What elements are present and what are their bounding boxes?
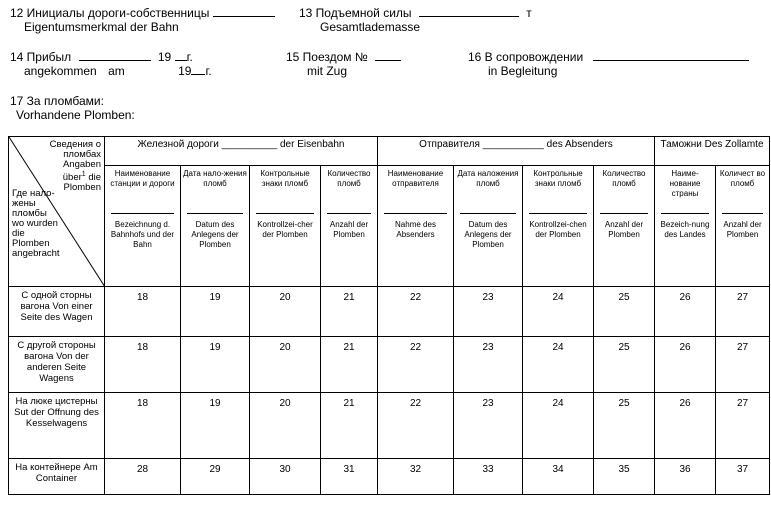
cell-number[interactable]: 33: [454, 459, 523, 495]
cell-number[interactable]: 36: [655, 459, 716, 495]
cell-number[interactable]: 35: [594, 459, 655, 495]
corner-top-text: [45, 140, 101, 193]
field-14-de-year: 19: [178, 64, 192, 78]
field-17-label: 17 За пломбами:: [10, 94, 104, 108]
col-header-de: Anzahl der Plomben: [723, 220, 762, 239]
cell-number[interactable]: 24: [523, 337, 594, 393]
col-header-9: [655, 166, 716, 287]
col-header-ru: Количество пломб: [327, 169, 371, 188]
field-14-year: 19: [157, 50, 172, 64]
cell-number[interactable]: 25: [594, 393, 655, 459]
cell-number[interactable]: 18: [105, 287, 181, 337]
row-label: На люке цистерны Sut der Offnung des Kesselwagens: [9, 393, 105, 459]
col-header-ru: Наиме-нование страны: [669, 169, 701, 198]
col-header-de: Bezeichnung d. Bahnhofs und der Bahn: [110, 220, 175, 249]
col-header-de: Kontrollzei-chen der Plomben: [529, 220, 587, 239]
field-14-de-am: am: [108, 64, 125, 78]
row-label: На контейнере Am Container: [9, 459, 105, 495]
field-15-de: mit Zug: [307, 64, 348, 78]
cell-number[interactable]: 23: [454, 287, 523, 337]
field-14-blank[interactable]: [79, 50, 151, 61]
cell-number[interactable]: 20: [250, 287, 321, 337]
field-12-de: Eigentumsmerkmal der Bahn: [24, 20, 179, 34]
field-14-de: angekommen: [24, 64, 97, 78]
field-15: [286, 50, 401, 64]
corner-bottom-text: Где нало-жены пломбы wo wurden die Plomben angebracht: [12, 188, 60, 259]
col-header-ru: Контрольные знаки пломб: [533, 169, 583, 188]
field-16-label: 16 В сопровождении: [468, 50, 584, 64]
group-customs: Таможни Des Zollamte: [655, 137, 770, 166]
cell-number[interactable]: 22: [378, 337, 454, 393]
col-header-5: [378, 166, 454, 287]
field-17-de: Vorhandene Plomben:: [16, 108, 135, 122]
col-header-10: [716, 166, 770, 287]
field-14-year-blank[interactable]: [175, 50, 187, 61]
col-header-4: [321, 166, 378, 287]
field-16-de: in Begleitung: [488, 64, 558, 78]
col-header-ru: Количество пломб: [602, 169, 646, 188]
row-label: С одной сторны вагона Von einer Seite des Wagen: [9, 287, 105, 337]
col-header-de: Kontrollzei-cher der Plomben: [257, 220, 313, 239]
group-railway: Железной дороги __________ der Eisenbahn: [105, 137, 378, 166]
field-12: [10, 6, 275, 20]
col-header-de: Nahme des Absenders: [395, 220, 436, 239]
seals-table: [8, 136, 770, 495]
col-header-ru: Дата нало-жения пломб: [183, 169, 247, 188]
field-13: [299, 6, 532, 20]
field-13-label: 13 Подъемной силы: [299, 6, 412, 20]
cell-number[interactable]: 29: [181, 459, 250, 495]
field-13-unit: т: [526, 6, 532, 20]
col-header-1: [105, 166, 181, 287]
cell-number[interactable]: 18: [105, 337, 181, 393]
cell-number[interactable]: 25: [594, 287, 655, 337]
col-header-de: Bezeich-nung des Landes: [660, 220, 710, 239]
col-header-ru: Дата наложения пломб: [457, 169, 519, 188]
field-15-blank[interactable]: [375, 50, 401, 61]
table-row: [9, 393, 770, 459]
cell-number[interactable]: 37: [716, 459, 770, 495]
cell-number[interactable]: 31: [321, 459, 378, 495]
cell-number[interactable]: 26: [655, 393, 716, 459]
cell-number[interactable]: 21: [321, 393, 378, 459]
cell-number[interactable]: 30: [250, 459, 321, 495]
field-14-year-suffix: г.: [186, 50, 193, 64]
field-12-label: 12 Инициалы дороги-собственницы: [10, 6, 210, 20]
col-header-de: Datum des Anlegens der Plomben: [191, 220, 239, 249]
col-header-de: Datum des Anlegens der Plomben: [464, 220, 512, 249]
corner-top-de-sup: 1: [81, 171, 86, 178]
col-header-ru: Наименование отправителя: [387, 169, 444, 188]
cell-number[interactable]: 32: [378, 459, 454, 495]
col-header-de: Anzahl der Plomben: [604, 220, 644, 239]
field-13-blank[interactable]: [419, 6, 519, 17]
field-13-de: Gesamtlademasse: [320, 20, 421, 34]
table-row: [9, 337, 770, 393]
table-row: [9, 459, 770, 495]
field-14-de-year-suffix: г.: [205, 64, 212, 78]
col-header-7: [523, 166, 594, 287]
cell-number[interactable]: 23: [454, 337, 523, 393]
col-header-ru: Количест во пломб: [719, 169, 766, 188]
field-14-de-year-blank[interactable]: [191, 64, 205, 75]
col-header-ru: Контрольные знаки пломб: [260, 169, 310, 188]
cell-number[interactable]: 27: [716, 337, 770, 393]
cell-number[interactable]: 22: [378, 287, 454, 337]
col-header-ru: Наименование станции и дороги: [110, 169, 175, 188]
group-sender: Отправителя ___________ des Absenders: [378, 137, 655, 166]
cell-number[interactable]: 34: [523, 459, 594, 495]
cell-number[interactable]: 20: [250, 337, 321, 393]
cell-number[interactable]: 26: [655, 337, 716, 393]
corner-top-de-3: die: [88, 172, 101, 184]
table-row: [9, 287, 770, 337]
col-header-de: Anzahl der Plomben: [329, 220, 369, 239]
field-16: [468, 50, 749, 64]
cell-number[interactable]: 19: [181, 287, 250, 337]
col-header-6: [454, 166, 523, 287]
field-14: [10, 50, 193, 64]
col-header-8: [594, 166, 655, 287]
cell-number[interactable]: 21: [321, 287, 378, 337]
corner-top-de-2: über: [62, 172, 82, 184]
row-label: С другой стороны вагона Von der anderen Seite Wagens: [9, 337, 105, 393]
col-header-2: [181, 166, 250, 287]
field-14-de-line: [24, 64, 212, 78]
cell-number[interactable]: 20: [250, 393, 321, 459]
cell-number[interactable]: 27: [716, 393, 770, 459]
cell-number[interactable]: 23: [454, 393, 523, 459]
cell-number[interactable]: 25: [594, 337, 655, 393]
cell-number[interactable]: 19: [181, 393, 250, 459]
cell-number[interactable]: 18: [105, 393, 181, 459]
corner-cell: [9, 137, 105, 287]
cell-number[interactable]: 24: [523, 393, 594, 459]
field-16-blank[interactable]: [593, 50, 749, 61]
corner-top-de-4: Plomben: [63, 182, 101, 194]
cell-number[interactable]: 27: [716, 287, 770, 337]
cell-number[interactable]: 22: [378, 393, 454, 459]
cell-number[interactable]: 21: [321, 337, 378, 393]
field-15-label: 15 Поездом №: [286, 50, 368, 64]
cell-number[interactable]: 24: [523, 287, 594, 337]
cell-number[interactable]: 26: [655, 287, 716, 337]
field-12-blank[interactable]: [213, 6, 275, 17]
field-14-label: 14 Прибыл: [10, 50, 72, 64]
corner-top-de-1: Angaben: [62, 159, 101, 170]
cell-number[interactable]: 19: [181, 337, 250, 393]
col-header-3: [250, 166, 321, 287]
corner-top-ru: Сведения о пломбах: [49, 139, 101, 160]
cell-number[interactable]: 28: [105, 459, 181, 495]
